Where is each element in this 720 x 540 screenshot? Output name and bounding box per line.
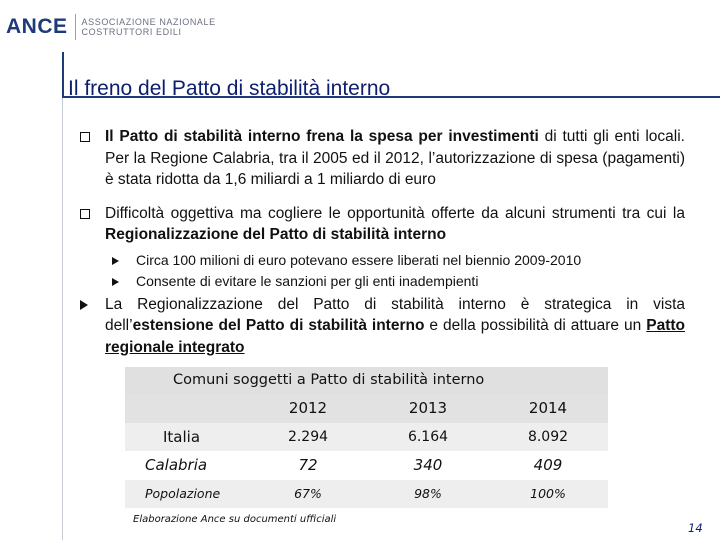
arrow-bullet-icon: [112, 250, 119, 271]
sub-bullet-2: [80, 271, 685, 292]
logo-subtitle-line1: ASSOCIAZIONE NAZIONALE: [81, 17, 216, 27]
table-corner-cell: [125, 394, 248, 423]
italia-2013: 6.164: [407, 428, 449, 445]
slide-content: [80, 126, 685, 358]
table-header: Comuni soggetti a Patto di stabilità interno: [125, 367, 608, 394]
bullet-3-bold-1: estensione del Patto di stabilità interno: [132, 317, 425, 334]
year-2014: 2014: [528, 399, 568, 418]
square-bullet-icon: [80, 126, 90, 149]
bullet-1-bold: Il Patto di stabilità interno frena la spesa per investimenti: [105, 128, 539, 145]
popolazione-2013: 98%: [414, 486, 442, 502]
logo-subtitle: [82, 17, 216, 37]
table-row-italia: [125, 423, 608, 452]
left-rule: [62, 98, 63, 540]
popolazione-2012: 67%: [294, 486, 322, 502]
bullet-3-text-2: e della possibilità di attuare un: [424, 317, 647, 334]
italia-2012: 2.294: [287, 428, 329, 445]
table-row-years: [125, 394, 608, 423]
bullet-1-text: di tutti gli enti locali. Per la Regione Calabria, tra il 2005 ed il 2012, l’autorizzazione di spesa (pagamenti) è stata ridotta da 1,6 miliardi a 1 miliardo di euro: [105, 128, 685, 188]
calabria-2013: 340: [413, 456, 443, 475]
sub-bullet-1-text: Circa 100 milioni di euro potevano essere liberati nel biennio 2009-2010: [136, 251, 582, 268]
bullet-2-bold: Regionalizzazione del Patto di stabilità interno: [105, 226, 447, 243]
bullet-3: [80, 294, 685, 359]
square-bullet-icon: [80, 203, 90, 226]
bullet-2: [80, 203, 685, 246]
logo-divider: [75, 14, 76, 40]
slide-title: Il freno del Patto di stabilità interno: [68, 77, 391, 100]
arrow-bullet-icon: [112, 271, 119, 292]
row-label-italia: Italia: [163, 427, 201, 446]
popolazione-2014: 100%: [530, 486, 566, 502]
calabria-2012: 72: [298, 456, 318, 475]
year-2012: 2012: [288, 399, 328, 418]
sub-bullet-1: [80, 250, 685, 271]
arrow-bullet-icon: [80, 294, 88, 317]
table-row-popolazione: [125, 480, 608, 509]
logo-subtitle-line2: COSTRUTTORI EDILI: [81, 27, 182, 37]
comuni-table: [125, 367, 608, 508]
bullet-3-bold-2: Patto regionale integrato: [105, 317, 685, 356]
row-label-calabria: Calabria: [145, 456, 208, 475]
bullet-1: [80, 126, 685, 191]
source-note: Elaborazione Ance su documenti ufficiali: [133, 514, 337, 525]
bullet-3-text-1: La Regionalizzazione del Patto di stabilità interno è strategica in vista dell’: [105, 295, 685, 334]
row-label-popolazione: Popolazione: [145, 486, 221, 502]
calabria-2014: 409: [533, 456, 563, 475]
italia-2014: 8.092: [527, 428, 569, 445]
bullet-2-text: Difficoltà oggettiva ma cogliere le opportunità offerte da alcuni strumenti tra cui la: [105, 204, 685, 222]
logo-wordmark: ANCE: [6, 15, 68, 38]
page-number: 14: [688, 521, 703, 535]
year-2013: 2013: [408, 399, 448, 418]
table-row-calabria: [125, 451, 608, 480]
sub-bullet-2-text: Consente di evitare le sanzioni per gli enti inadempienti: [136, 272, 479, 289]
title-bar: [62, 52, 720, 98]
ance-logo: [6, 12, 216, 42]
